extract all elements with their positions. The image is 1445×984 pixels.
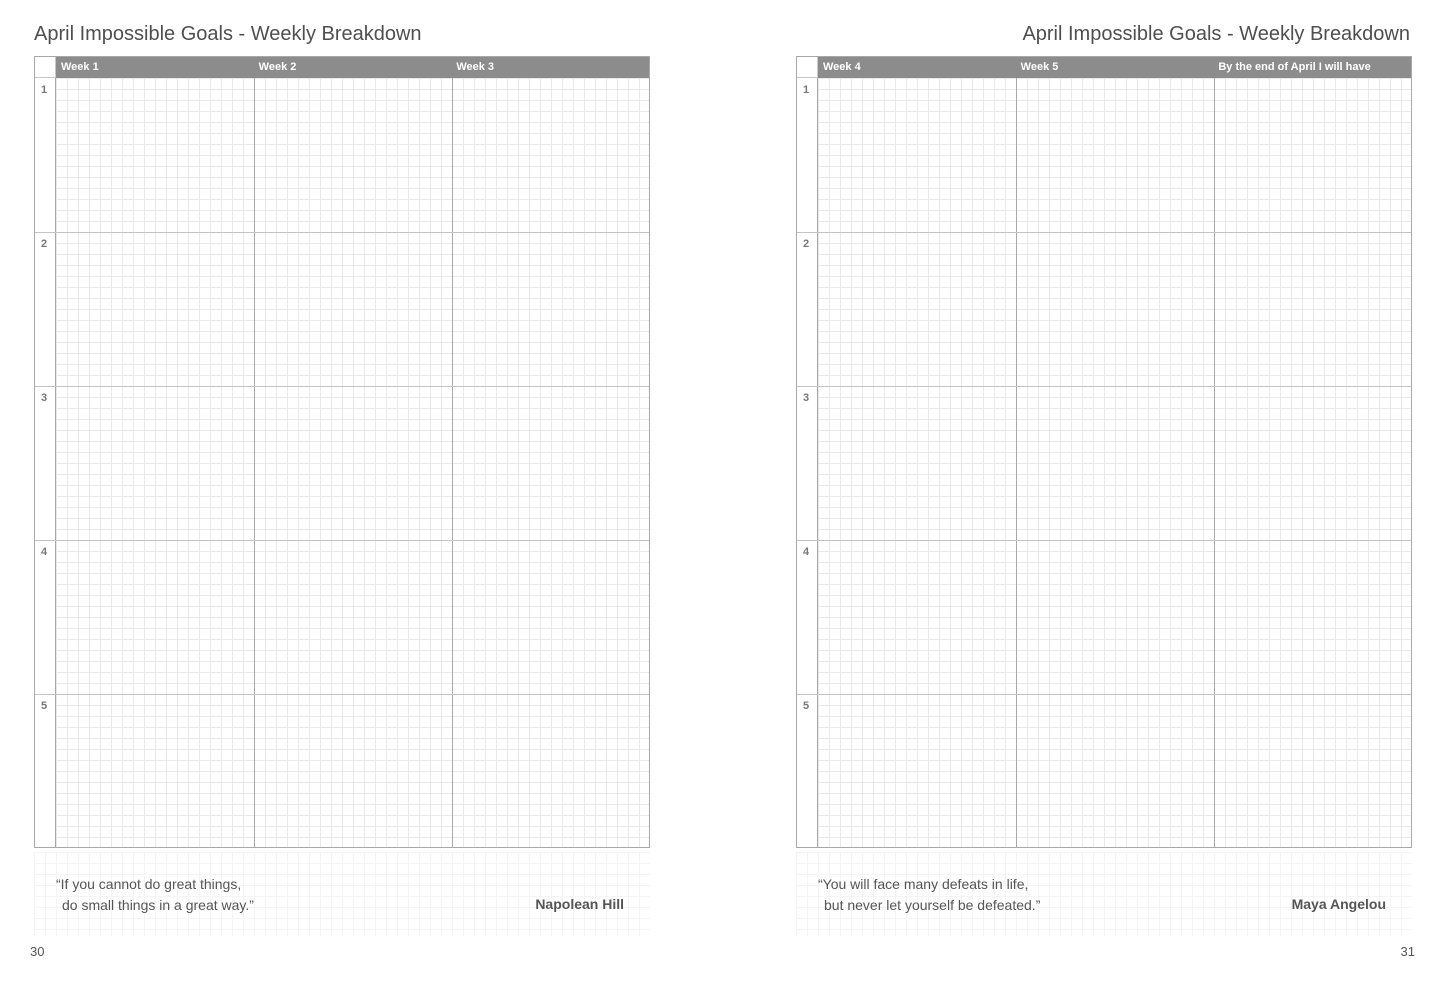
quote-line-2: but never let yourself be defeated.” xyxy=(824,897,1041,913)
quote-box xyxy=(796,852,1412,936)
quote-line-1: “If you cannot do great things, xyxy=(56,876,242,892)
row-number-3: 3 xyxy=(41,392,48,404)
column-divider xyxy=(1214,78,1215,847)
quote-line-1: “You will face many defeats in life, xyxy=(818,876,1029,892)
row-divider xyxy=(35,540,649,541)
quote-author: Maya Angelou xyxy=(1291,896,1386,912)
column-divider xyxy=(452,78,453,847)
quote-line-2: do small things in a great way.” xyxy=(62,897,254,913)
row-divider xyxy=(797,232,1411,233)
row-number-4: 4 xyxy=(803,546,810,558)
row-divider xyxy=(797,540,1411,541)
row-number-3: 3 xyxy=(803,392,810,404)
page-title: April Impossible Goals - Weekly Breakdown xyxy=(1022,23,1410,45)
row-number-2: 2 xyxy=(803,238,810,250)
row-divider xyxy=(35,386,649,387)
column-header-week-1: Week 1 xyxy=(61,61,99,73)
quote-author: Napolean Hill xyxy=(535,896,624,912)
row-number-column xyxy=(35,78,56,847)
row-divider xyxy=(35,232,649,233)
quote-text xyxy=(818,874,1040,916)
row-divider xyxy=(35,694,649,695)
row-divider xyxy=(797,694,1411,695)
weekly-breakdown-table xyxy=(34,56,650,848)
column-divider xyxy=(254,78,255,847)
table-header-row xyxy=(56,57,649,78)
column-divider xyxy=(1016,78,1017,847)
column-header-week-4: Week 4 xyxy=(823,61,861,73)
row-number-2: 2 xyxy=(41,238,48,250)
row-number-5: 5 xyxy=(803,700,810,712)
table-corner xyxy=(797,57,818,78)
table-header-row xyxy=(818,57,1411,78)
page-number: 31 xyxy=(1400,944,1415,959)
column-header-week-5: Week 5 xyxy=(1020,61,1059,73)
row-number-4: 4 xyxy=(41,546,48,558)
right-page xyxy=(722,0,1444,984)
row-number-1: 1 xyxy=(803,84,810,96)
left-page xyxy=(0,0,722,984)
weekly-breakdown-table xyxy=(796,56,1412,848)
table-corner xyxy=(35,57,56,78)
row-number-5: 5 xyxy=(41,700,48,712)
row-number-column xyxy=(797,78,818,847)
quote-text xyxy=(56,874,254,916)
page-title: April Impossible Goals - Weekly Breakdown xyxy=(34,23,422,45)
column-header-week-3: Week 3 xyxy=(456,61,495,73)
row-number-1: 1 xyxy=(41,84,48,96)
row-divider xyxy=(797,386,1411,387)
column-header-week-2: Week 2 xyxy=(258,61,297,73)
quote-box xyxy=(34,852,650,936)
column-header-end-of-april: By the end of April I will have xyxy=(1218,61,1371,73)
page-number: 30 xyxy=(30,944,45,959)
